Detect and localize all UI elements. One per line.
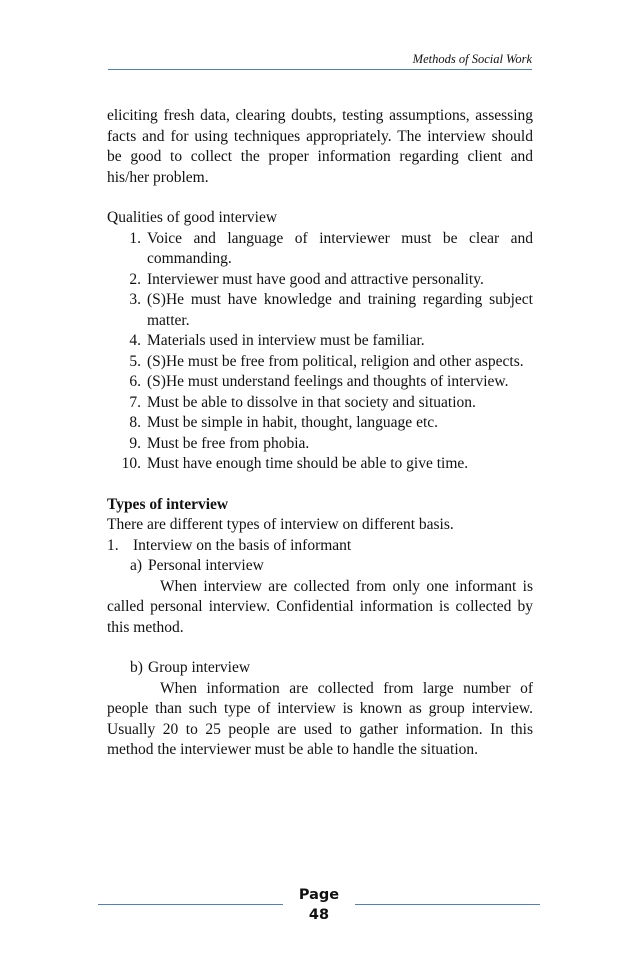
item-number: 4. bbox=[129, 332, 141, 349]
spacer bbox=[107, 188, 533, 208]
item-number: 7. bbox=[129, 393, 141, 411]
item-number: 1. bbox=[129, 229, 141, 247]
running-header: Methods of Social Work bbox=[412, 52, 532, 66]
item-number: 8. bbox=[129, 414, 141, 431]
spacer bbox=[107, 638, 533, 658]
item-label: Group interview bbox=[148, 659, 251, 676]
group-paragraph: When information are collected from large number of people than such type of interview is known as group interview. Usually 20 to 25 people are used to gather information. In this method the interviewer must be able to handle the situation. bbox=[107, 679, 533, 758]
page-number-value: 48 bbox=[308, 907, 330, 923]
list-item bbox=[107, 372, 533, 393]
item-text: Must be able to dissolve in that society and situation. bbox=[147, 393, 476, 411]
item-letter: a) bbox=[130, 557, 143, 574]
footer-rule-right bbox=[355, 904, 540, 905]
list-item bbox=[107, 352, 533, 373]
page-body bbox=[107, 106, 533, 761]
header-rule bbox=[108, 69, 532, 70]
item-number: 9. bbox=[129, 434, 141, 452]
item-number: 1. bbox=[107, 536, 119, 554]
list-item bbox=[107, 454, 533, 475]
types-intro: There are different types of interview on different basis. bbox=[107, 516, 454, 533]
item-number: 3. bbox=[129, 291, 141, 308]
item-label: Personal interview bbox=[148, 557, 264, 574]
item-text: Voice and language of interviewer must be clear and commanding. bbox=[147, 229, 533, 267]
item-number: 10. bbox=[121, 455, 141, 472]
item-number: 5. bbox=[129, 352, 141, 370]
item-text: Materials used in interview must be familiar. bbox=[147, 332, 425, 349]
item-number: 2. bbox=[129, 270, 141, 288]
item-text: (S)He must be free from political, religion and other aspects. bbox=[147, 352, 524, 370]
subitem-group bbox=[107, 658, 533, 679]
qualities-list bbox=[107, 229, 533, 475]
subitem-personal bbox=[107, 556, 533, 577]
item-letter: b) bbox=[130, 659, 143, 676]
item-text: Interviewer must have good and attractive personality. bbox=[147, 270, 484, 288]
item-text: (S)He must have knowledge and training regarding subject matter. bbox=[147, 291, 533, 329]
list-item bbox=[107, 229, 533, 270]
page-number bbox=[287, 885, 351, 925]
list-item bbox=[107, 434, 533, 455]
item-text: Must be free from phobia. bbox=[147, 434, 310, 452]
basis-item bbox=[107, 536, 533, 557]
types-heading: Types of interview bbox=[107, 495, 229, 513]
item-text: Must be simple in habit, thought, language etc. bbox=[147, 414, 439, 431]
item-text: Must have enough time should be able to give time. bbox=[147, 455, 469, 472]
list-item bbox=[107, 270, 533, 291]
spacer bbox=[107, 475, 533, 495]
page-label: Page bbox=[298, 887, 340, 903]
list-item bbox=[107, 393, 533, 414]
item-text: Interview on the basis of informant bbox=[133, 536, 352, 554]
list-item bbox=[107, 413, 533, 434]
footer-rule-left bbox=[98, 904, 283, 905]
list-item bbox=[107, 290, 533, 331]
item-text: (S)He must understand feelings and thoughts of interview. bbox=[147, 373, 509, 390]
qualities-heading: Qualities of good interview bbox=[107, 209, 278, 226]
personal-paragraph: When interview are collected from only one informant is called personal interview. Confidential information is collected by this method. bbox=[107, 577, 533, 636]
intro-paragraph: eliciting fresh data, clearing doubts, testing assumptions, assessing facts and for using techniques appropriately. The interview should be good to collect the proper information regarding client and his/her problem. bbox=[107, 107, 533, 186]
list-item bbox=[107, 331, 533, 352]
item-number: 6. bbox=[129, 373, 141, 390]
